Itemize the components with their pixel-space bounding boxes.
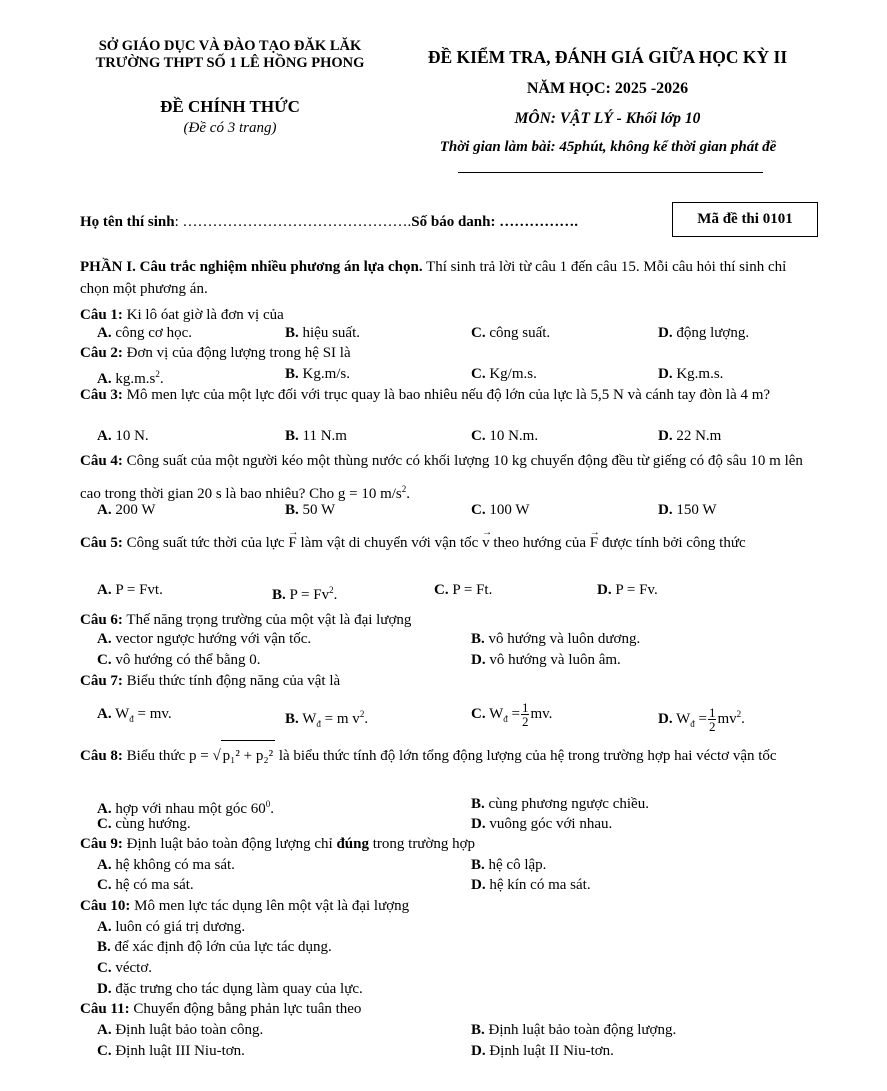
question-11: Câu 11: Chuyển động bằng phản lực tuân theo [80, 1001, 362, 1017]
q11-option-a[interactable]: A. Định luật bảo toàn công. [97, 1022, 264, 1038]
q2-option-a[interactable]: A. $kg.m.s^2$. [97, 369, 164, 387]
part1-heading [80, 256, 810, 300]
q10-option-b[interactable]: B. để xác định độ lớn của lực tác dụng. [97, 939, 332, 955]
q3-option-b[interactable]: B. 11 N.m [285, 428, 347, 444]
velocity-vector: → v [482, 529, 490, 557]
q4-option-d[interactable]: D. 150 W [658, 502, 717, 518]
q3-option-a[interactable]: A. 10 N. [97, 428, 149, 444]
exam-time: Thời gian làm bài: 45phút, không kể thời gian phát đề [439, 139, 777, 155]
q1-option-c[interactable]: C. công suất. [471, 325, 551, 341]
q8-option-a[interactable]: A. hợp với nhau một góc $60^0$. [97, 799, 275, 817]
part1-title: PHẦN I. Câu trắc nghiệm nhiều phương án lựa chọn. [80, 259, 423, 275]
q9-option-d[interactable]: D. hệ kín có ma sát. [471, 877, 591, 893]
q2-option-d[interactable]: D. Kg.m.s. [658, 366, 724, 382]
department-name: SỞ GIÁO DỤC VÀ ĐÀO TẠO ĐĂK LĂK [98, 38, 362, 54]
q8-option-d[interactable]: D. vuông góc với nhau. [471, 816, 613, 832]
question-2: Câu 2: Đơn vị của động lượng trong hệ SI là [80, 345, 351, 361]
q5-option-d[interactable]: D. P = Fv. [597, 582, 658, 598]
q4-option-c[interactable]: C. 100 W [471, 502, 530, 518]
fraction: $\frac{1}{2}$ [708, 705, 716, 735]
question-7: Câu 7: Biểu thức tính động năng của vật là [80, 673, 341, 689]
q7-option-a[interactable]: A. $W_đ$ = mv. [97, 706, 172, 724]
q1-option-d[interactable]: D. động lượng. [658, 325, 750, 341]
q3-option-d[interactable]: D. 22 N.m [658, 428, 722, 444]
candidate-line [80, 214, 578, 231]
exam-code-box [672, 202, 818, 237]
q10-option-d[interactable]: D. đặc trưng cho tác dụng làm quay của lực. [97, 981, 363, 997]
question-10: Câu 10: Mô men lực tác dụng lên một vật là đại lượng [80, 898, 410, 914]
q7-option-d[interactable]: D. $W_đ$ = $\frac{1}{2}$ $mv^2$. [658, 705, 745, 735]
question-8: Câu 8: Biểu thức p = √ p₁² + p₂² là biểu thức tính độ lớn tổng động lượng của hệ trong trường hợp hai véctơ vận tốc [80, 740, 810, 771]
q3-option-c[interactable]: C. 10 N.m. [471, 428, 539, 444]
q9-option-b[interactable]: B. hệ cô lập. [471, 857, 547, 873]
q5-option-b[interactable]: B. $P = Fv^2$. [272, 585, 338, 603]
q5-option-c[interactable]: C. P = Ft. [434, 582, 493, 598]
question-9: Câu 9: Định luật bảo toàn động lượng chỉ đúng trong trường hợp [80, 836, 476, 852]
official-label: ĐỀ CHÍNH THỨC [160, 97, 300, 116]
question-4: Câu 4: Công suất của một người kéo một thùng nước có khối lượng 10 kg chuyển động đều từ giếng có độ sâu 10 m lên cao trong thời gian 20 s là bao nhiêu? Cho g = 10 $m/s^2$. [80, 453, 803, 502]
sqrt-expression: p₁² + p₂² [221, 740, 275, 771]
q6-option-b[interactable]: B. vô hướng và luôn dương. [471, 631, 641, 647]
q10-option-c[interactable]: C. véctơ. [97, 960, 153, 976]
q9-option-c[interactable]: C. hệ có ma sát. [97, 877, 194, 893]
q8-option-b[interactable]: B. cùng phương ngược chiều. [471, 796, 649, 812]
question-label: Câu 1: [80, 307, 123, 323]
question-text: Ki lô óat giờ là đơn vị của [122, 307, 284, 323]
subject: MÔN: VẬT LÝ - Khối lớp 10 [514, 110, 701, 127]
q7-option-c[interactable]: C. $W_đ$ = $\frac{1}{2}$ mv. [471, 700, 553, 730]
q8-option-c[interactable]: C. cùng hướng. [97, 816, 191, 832]
q9-option-a[interactable]: A. hệ không có ma sát. [97, 857, 235, 873]
q4-option-a[interactable]: A. 200 W [97, 502, 156, 518]
q1-option-a[interactable]: A. công cơ học. [97, 325, 192, 341]
pages-note: (Đề có 3 trang) [183, 120, 277, 136]
q11-option-d[interactable]: D. Định luật II Niu-tơn. [471, 1043, 614, 1059]
force-vector: → F [288, 529, 296, 557]
header-divider [458, 172, 763, 173]
q2-option-c[interactable]: C. Kg/m.s. [471, 366, 537, 382]
sbd-label: Số báo danh: ……………. [411, 214, 578, 230]
question-6: Câu 6: Thế năng trọng trường của một vật là đại lượng [80, 612, 412, 628]
name-dots: : ………………………………………. [174, 214, 412, 230]
exam-code: Mã đề thi 0101 [697, 211, 793, 227]
question-5: Câu 5: Công suất tức thời của lực → F làm vật di chuyển với vận tốc → v theo hướng của → F được tính bởi công thức [80, 529, 810, 557]
fraction: $\frac{1}{2}$ [521, 700, 529, 730]
school-name: TRƯỜNG THPT SỐ 1 LÊ HỒNG PHONG [95, 55, 365, 71]
q11-option-b[interactable]: B. Định luật bảo toàn động lượng. [471, 1022, 677, 1038]
school-year: NĂM HỌC: 2025 -2026 [526, 80, 689, 97]
q6-option-c[interactable]: C. vô hướng có thể bằng 0. [97, 652, 261, 668]
q4-option-b[interactable]: B. 50 W [285, 502, 336, 518]
part1-instruction: Thí sinh trả lời từ câu 1 đến câu 15. Mỗi câu hỏi thí sinh chỉ chọn một phương án. [80, 259, 787, 297]
force-vector: → F [590, 529, 598, 557]
question-3: Câu 3: Mô men lực của một lực đối với trục quay là bao nhiêu nếu độ lớn của lực là 5,5 N và cánh tay đòn là 4 m? [80, 387, 771, 403]
q11-option-c[interactable]: C. Định luật III Niu-tơn. [97, 1043, 245, 1059]
q2-option-b[interactable]: B. Kg.m/s. [285, 366, 351, 382]
exam-title: ĐỀ KIỂM TRA, ĐÁNH GIÁ GIỮA HỌC KỲ II [427, 47, 788, 67]
q1-option-b[interactable]: B. hiệu suất. [285, 325, 361, 341]
q6-option-d[interactable]: D. vô hướng và luôn âm. [471, 652, 621, 668]
q6-option-a[interactable]: A. vector ngược hướng với vận tốc. [97, 631, 312, 647]
question-1 [80, 307, 284, 324]
q7-option-b[interactable]: B. $W_đ = m$ $v^2$. [285, 709, 369, 729]
name-label: Họ tên thí sinh [80, 214, 175, 230]
q10-option-a[interactable]: A. luôn có giá trị dương. [97, 919, 246, 935]
q5-option-a[interactable]: A. P = Fvt. [97, 582, 163, 598]
